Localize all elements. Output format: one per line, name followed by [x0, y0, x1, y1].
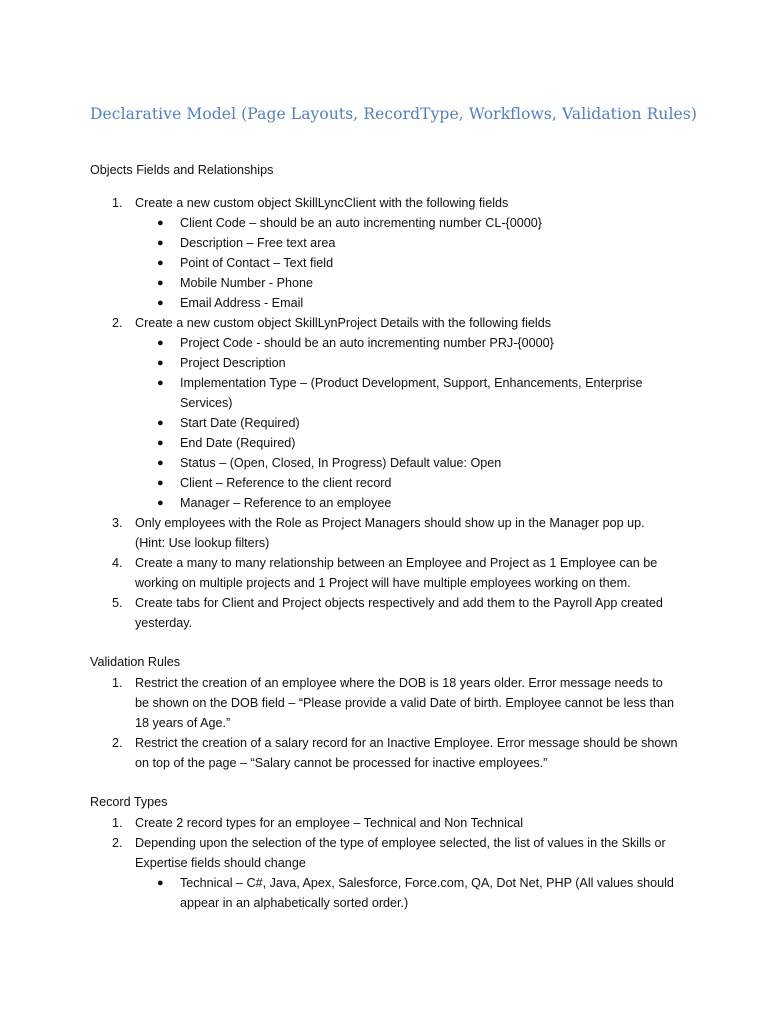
bullet-item-text: Technical – C#, Java, Apex, Salesforce, Force.com, QA, Dot Net, PHP (All values should — [180, 876, 674, 890]
bullet-item-text: Project Code - should be an auto incrementing number PRJ-{0000} — [180, 336, 554, 350]
bullet-icon: ● — [157, 337, 164, 349]
bullet-item-text: Client Code – should be an auto incrementing number CL-{0000} — [180, 216, 542, 230]
bullet-item-text: End Date (Required) — [180, 436, 296, 450]
bullet-item-text: Start Date (Required) — [180, 416, 300, 430]
bullet-icon: ● — [157, 297, 164, 309]
list-item-text: Create a many to many relationship between an Employee and Project as 1 Employee can be — [135, 556, 658, 570]
bullet-icon: ● — [157, 217, 164, 229]
bullet-item-text: Project Description — [180, 356, 286, 370]
bullet-item-text: Implementation Type – (Product Development, Support, Enhancements, Enterprise — [180, 376, 643, 390]
list-number: 5. — [112, 596, 123, 610]
bullet-icon: ● — [157, 357, 164, 369]
list-number: 2. — [112, 316, 123, 330]
list-item-text: Restrict the creation of an employee where the DOB is 18 years older. Error message needs to — [135, 676, 663, 690]
section-heading-record-types: Record Types — [90, 795, 168, 809]
list-item-text: yesterday. — [135, 616, 193, 630]
list-item-text: Expertise fields should change — [135, 856, 306, 870]
list-number: 1. — [112, 676, 123, 690]
bullet-icon: ● — [157, 457, 164, 469]
bullet-item-text: Services) — [180, 396, 233, 410]
bullet-icon: ● — [157, 417, 164, 429]
bullet-item-text: Description – Free text area — [180, 236, 336, 250]
list-item-text: working on multiple projects and 1 Project will have multiple employees working on them. — [135, 576, 631, 590]
list-item-text: Only employees with the Role as Project Managers should show up in the Manager pop up. — [135, 516, 645, 530]
list-number: 1. — [112, 816, 123, 830]
bullet-icon: ● — [157, 237, 164, 249]
bullet-icon: ● — [157, 277, 164, 289]
bullet-item-text: Mobile Number - Phone — [180, 276, 313, 290]
list-item-text: (Hint: Use lookup filters) — [135, 536, 270, 550]
list-number: 3. — [112, 516, 123, 530]
bullet-item-text: Client – Reference to the client record — [180, 476, 392, 490]
document-title: Declarative Model (Page Layouts, RecordType, Workflows, Validation Rules) — [90, 105, 697, 123]
list-number: 2. — [112, 736, 123, 750]
list-item-text: Depending upon the selection of the type of employee selected, the list of values in the Skills or — [135, 836, 666, 850]
list-item-text: Restrict the creation of a salary record for an Inactive Employee. Error message should be shown — [135, 736, 678, 750]
list-item-text: Create 2 record types for an employee – Technical and Non Technical — [135, 816, 524, 830]
bullet-item-text: appear in an alphabetically sorted order.) — [180, 896, 409, 910]
bullet-icon: ● — [157, 497, 164, 509]
bullet-item-text: Manager – Reference to an employee — [180, 496, 392, 510]
bullet-icon: ● — [157, 877, 164, 889]
list-number: 1. — [112, 196, 123, 210]
list-number: 4. — [112, 556, 123, 570]
bullet-icon: ● — [157, 257, 164, 269]
bullet-icon: ● — [157, 437, 164, 449]
section-heading-validation: Validation Rules — [90, 655, 181, 669]
list-item-text: Create tabs for Client and Project objects respectively and add them to the Payroll App created — [135, 596, 663, 610]
bullet-item-text: Point of Contact – Text field — [180, 256, 334, 270]
list-item-text: 18 years of Age.” — [135, 716, 231, 730]
bullet-icon: ● — [157, 477, 164, 489]
bullet-item-text: Email Address - Email — [180, 296, 304, 310]
list-number: 2. — [112, 836, 123, 850]
bullet-icon: ● — [157, 377, 164, 389]
section-heading-objects: Objects Fields and Relationships — [90, 163, 274, 177]
bullet-item-text: Status – (Open, Closed, In Progress) Default value: Open — [180, 456, 502, 470]
list-item-text: Create a new custom object SkillLynProject Details with the following fields — [135, 316, 552, 330]
list-item-text: be shown on the DOB field – “Please provide a valid Date of birth. Employee cannot be less than — [135, 696, 675, 710]
list-item-text: Create a new custom object SkillLyncClient with the following fields — [135, 196, 509, 210]
list-item-text: on top of the page – “Salary cannot be processed for inactive employees.” — [135, 756, 548, 770]
